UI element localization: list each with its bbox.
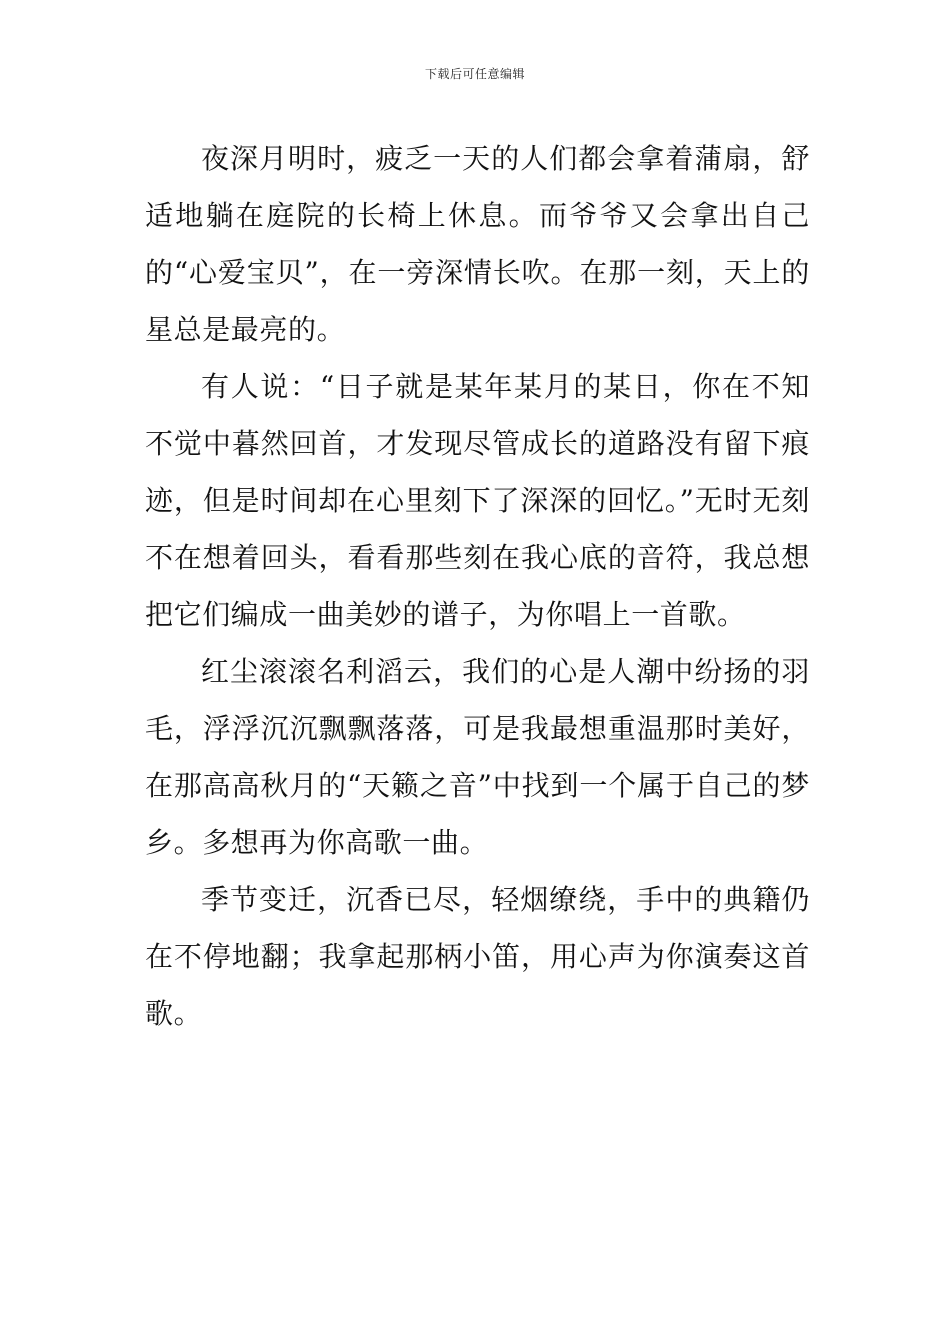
document-body [145,130,810,1042]
paragraph-3: 红尘滚滚名利滔云，我们的心是人潮中纷扬的羽毛，浮浮沉沉飘飘落落，可是我最想重温那时美好，在那高高秋月的“天籁之音”中找到一个属于自己的梦乡。多想再为你高歌一曲。 [145,655,810,859]
paragraph-2: 有人说：“日子就是某年某月的某日，你在不知不觉中暮然回首，才发现尽管成长的道路没有留下痕迹，但是时间却在心里刻下了深深的回忆。”无时无刻不在想着回头，看看那些刻在我心底的音符，我总想把它们编成一曲美妙的谱子，为你唱上一首歌。 [145,370,810,631]
page-header: 下载后可任意编辑 [424,67,525,81]
paragraph-4: 季节变迁，沉香已尽，轻烟缭绕，手中的典籍仍在不停地翻；我拿起那柄小笛，用心声为你演奏这首歌。 [145,883,810,1030]
paragraph-1: 夜深月明时，疲乏一天的人们都会拿着蒲扇，舒适地躺在庭院的长椅上休息。而爷爷又会拿出自己的“心爱宝贝”，在一旁深情长吹。在那一刻，天上的星总是最亮的。 [145,142,810,346]
